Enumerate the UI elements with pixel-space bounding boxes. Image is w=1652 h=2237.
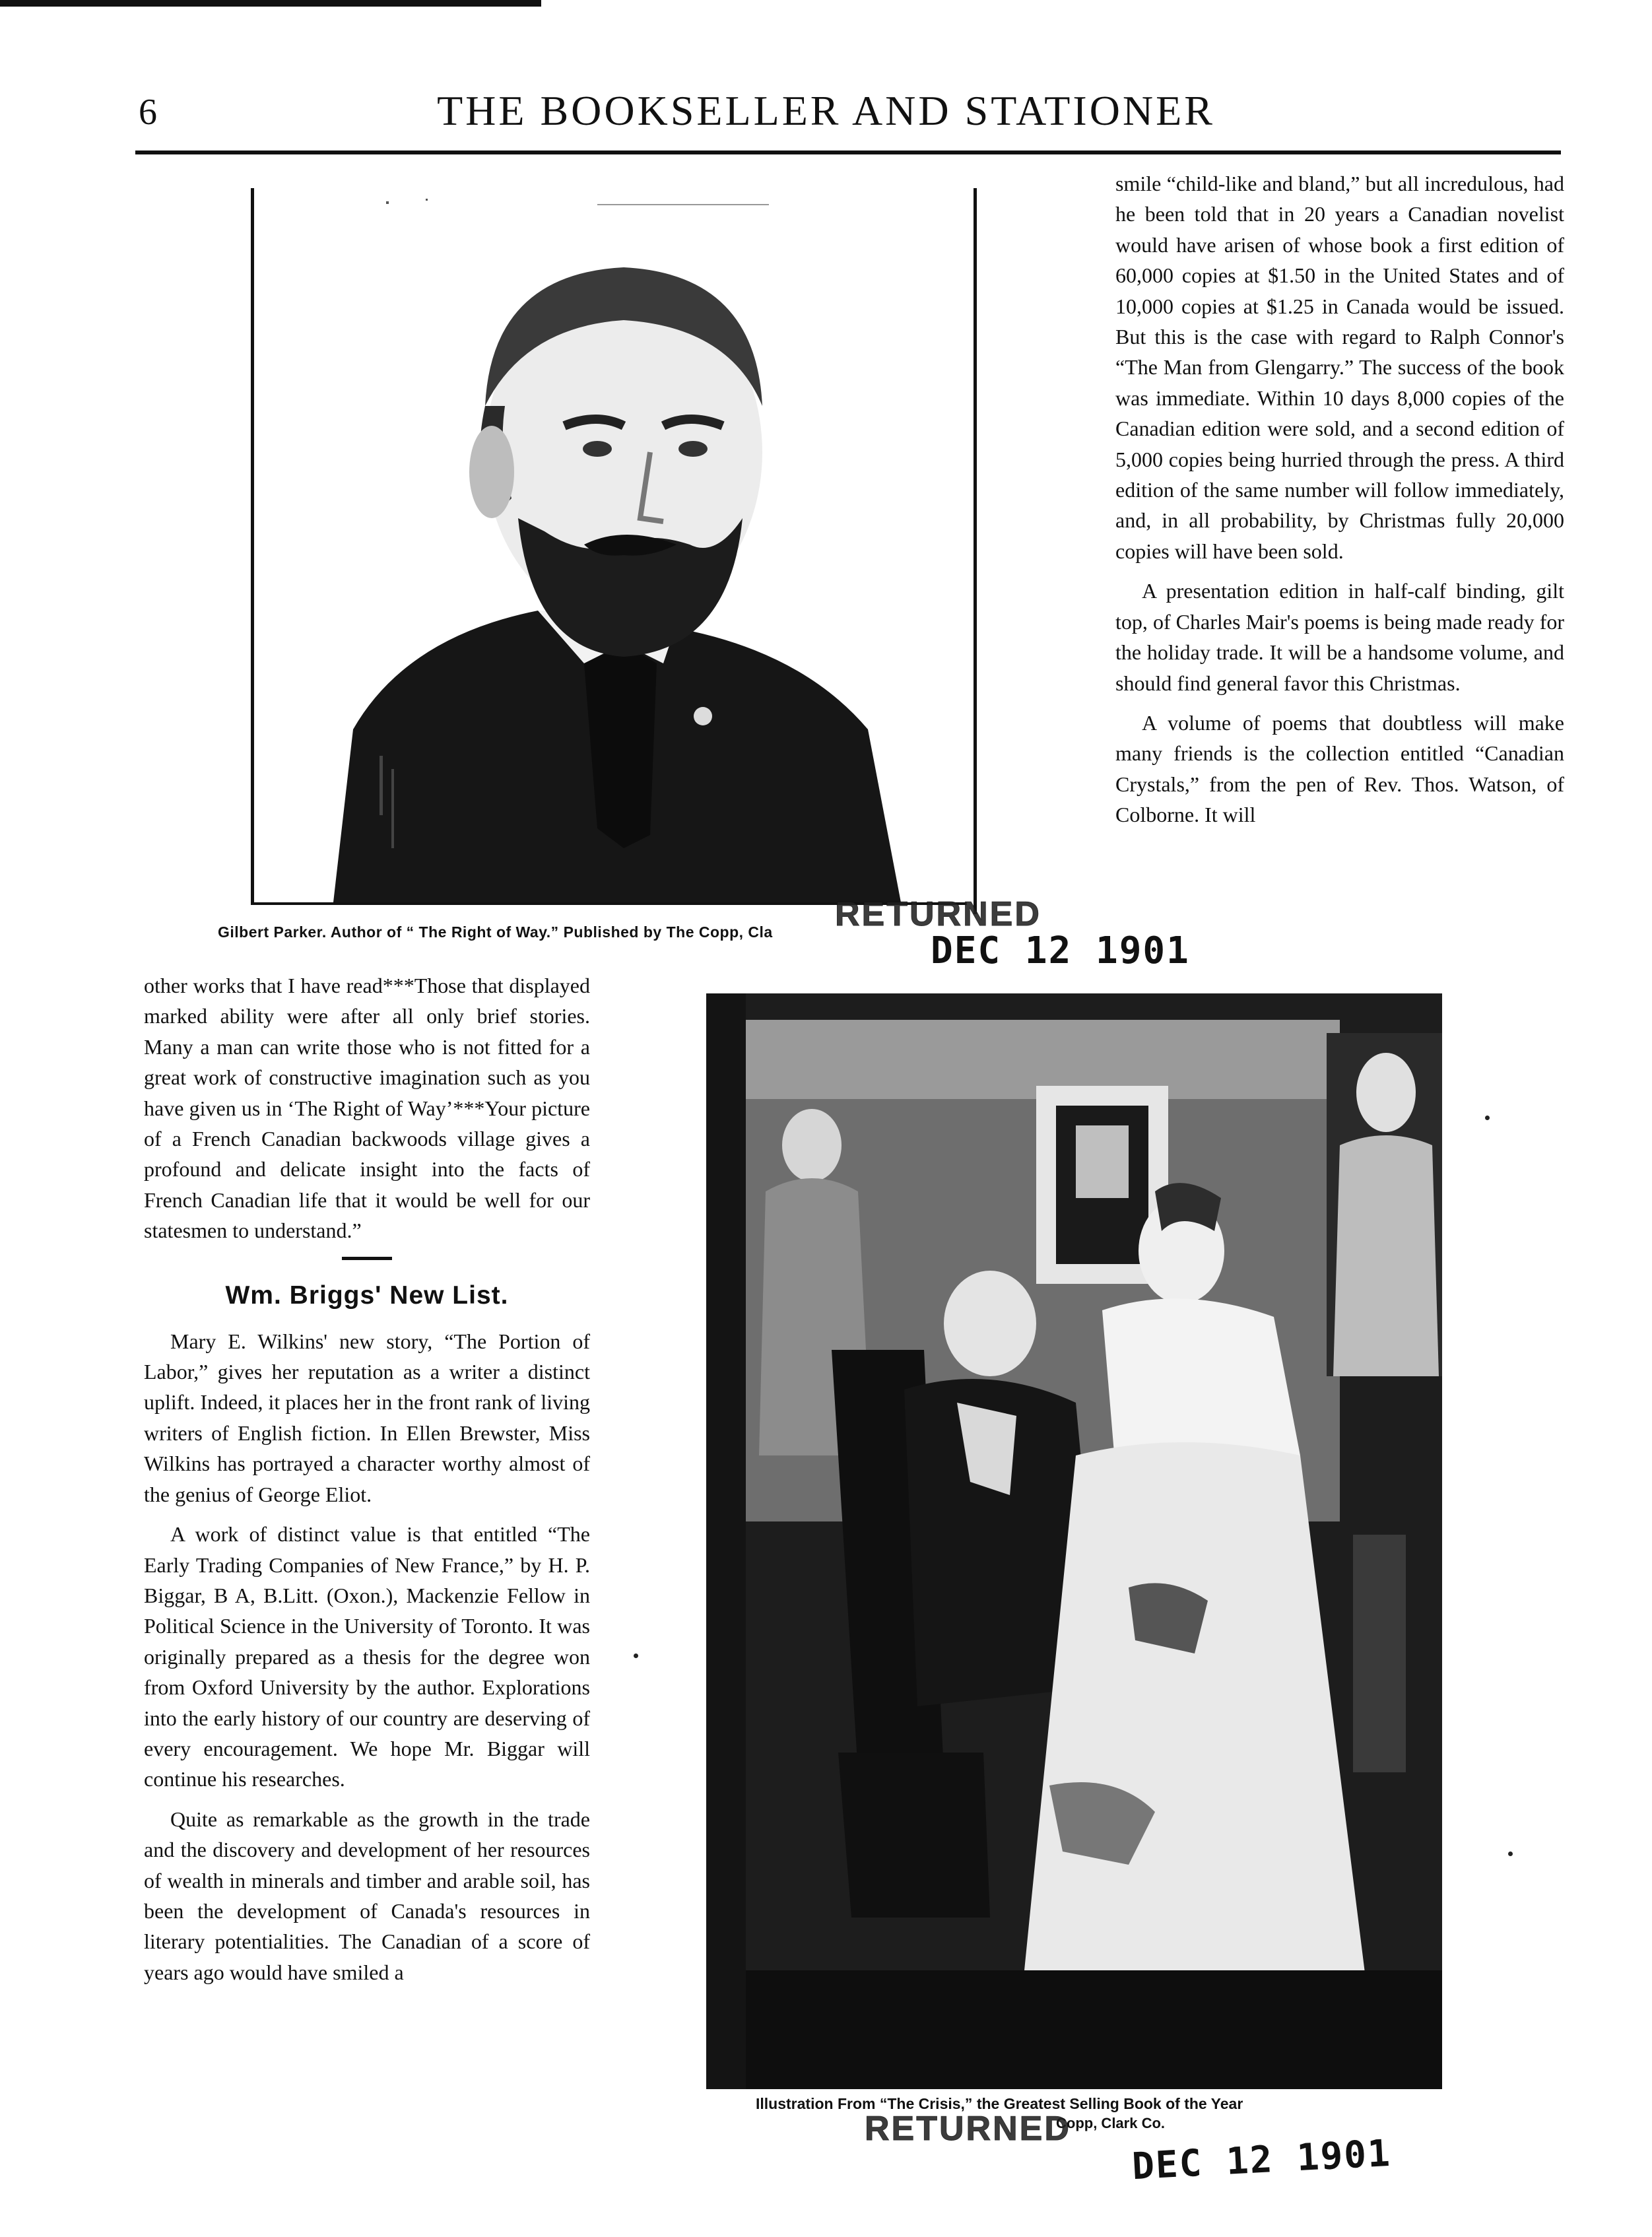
returned-stamp-bottom-date: DEC 12 1901	[1131, 2131, 1393, 2189]
section-divider	[342, 1257, 392, 1260]
print-speck	[1508, 1852, 1513, 1856]
portrait-illustration	[254, 188, 967, 902]
page-number: 6	[139, 92, 157, 133]
left-column	[144, 970, 590, 1997]
right-paragraph-1: smile “child-like and bland,” but all incredulous, had he been told that in 20 years a Canadian novelist would have arisen of whose book a first edition of 60,000 copies at $1.50 in the United States and of 10,000 copies at $1.25 in Canada would be issued. But this is the case with regard to Ralph Connor's “The Man from Glengarry.” The success of the book was immediate. Within 10 days 8,000 copies of the Canadian edition were sold, and a second edition of 5,000 copies being hurried through the press. A third edition of the same number will follow immediately, and, in all probability, by Christmas fully 20,000 copies will have been sold.	[1115, 172, 1564, 563]
left-paragraph-1: Mary E. Wilkins' new story, “The Portion of Labor,” gives her reputation as a writer a distinct uplift. Indeed, it places her in the front rank of living writers of English fiction. In Ellen Brewster, Miss Wilkins has portrayed a character worthy almost of the genius of George Eliot.	[144, 1329, 590, 1506]
interior-illustration	[706, 993, 1442, 2089]
portrait-photo	[251, 188, 967, 905]
returned-stamp-top-date: DEC 12 1901	[931, 929, 1190, 972]
top-border-line	[0, 0, 541, 7]
returned-stamp-top: RETURNED	[835, 895, 1041, 933]
right-paragraph-2: A presentation edition in half-calf binding, gilt top, of Charles Mair's poems is being made ready for the holiday trade. It will be a handsome volume, and should find general favor this Christmas.	[1115, 579, 1564, 695]
left-intro-paragraph: other works that I have read***Those that displayed marked ability were after all only brief stories. Many a man can write those who is not fitted for a great work of constructive imagination such as you have given us in ‘The Right of Way’***Your picture of a French Canadian backwoods village gives a profound and delicate insight into the facts of French Canadian life that it would be well for our statesmen to understand.”	[144, 974, 590, 1243]
illustration-caption: Illustration From “The Crisis,” the Greatest Selling Book of the Year	[756, 2095, 1243, 2112]
portrait-frame-right	[974, 188, 977, 914]
page-title: THE BOOKSELLER AND STATIONER	[437, 87, 1215, 134]
left-paragraph-2: A work of distinct value is that entitled “The Early Trading Companies of New France,” by H. P. Biggar, B A, B.Litt. (Oxon.), Mackenzie Fellow in Political Science in the University of Toronto. It was originally prepared as a thesis for the degree won from Oxford University by the author. Explorations into the early history of our country are deserving of every encouragement. We hope Mr. Biggar will continue his researches.	[144, 1522, 590, 1791]
right-paragraph-3: A volume of poems that doubtless will make many friends is the collection entitled “Canadian Crystals,” from the pen of Rev. Thos. Watson, of Colborne. It will	[1115, 710, 1564, 827]
header-rule	[135, 150, 1561, 154]
portrait-caption: Gilbert Parker. Author of “ The Right of Way.” Published by The Copp, Cla	[218, 923, 773, 941]
illustration-caption-publisher: Copp, Clark Co.	[1056, 2115, 1166, 2131]
print-speck	[634, 1653, 638, 1658]
illustration-scene	[706, 993, 1442, 2089]
section-heading: Wm. Briggs' New List.	[225, 1281, 509, 1310]
print-speck	[1485, 1116, 1490, 1120]
returned-stamp-bottom: RETURNED	[865, 2110, 1071, 2148]
right-column	[1115, 168, 1564, 840]
left-paragraph-3: Quite as remarkable as the growth in the trade and the discovery and development of her resources of wealth in minerals and timber and arable soil, has been the development of Canada's resources in literary potentialities. The Canadian of a score of years ago would have smiled a	[144, 1807, 590, 1984]
